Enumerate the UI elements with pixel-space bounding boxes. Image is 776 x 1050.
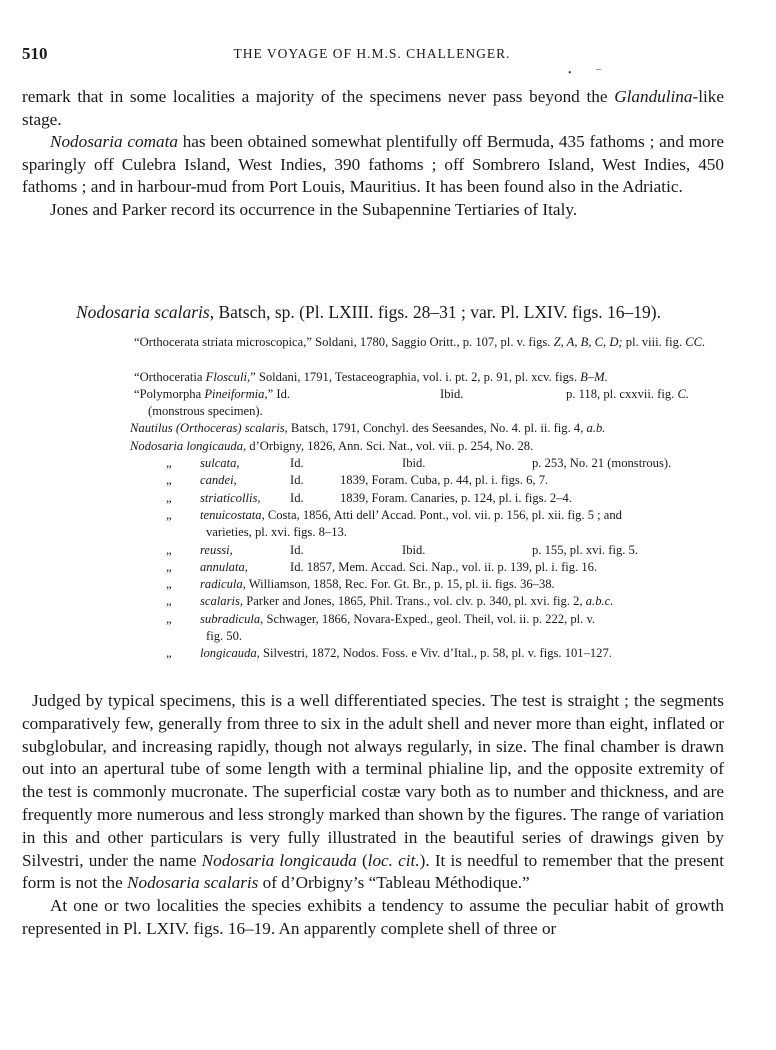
- paragraph: Jones and Parker record its occurrence in the Subapennine Tertiaries of Italy.: [50, 199, 578, 219]
- intro-text: [22, 86, 724, 222]
- synonym-entry: Nodosaria longicauda, d’Orbigny, 1826, Ann. Sci. Nat., vol. vii. p. 254, No. 28.: [130, 438, 534, 453]
- paragraph: remark that in some localities a majority of the specimens never pass beyond the Glandulina-like stage.: [22, 87, 724, 129]
- synonym-entry: “Orthoceratia Flosculi,” Soldani, 1791, Testaceographia, vol. i. pt. 2, p. 91, pl. xcv. figs. B–M.: [134, 369, 608, 384]
- print-speck: •: [568, 68, 572, 79]
- page-number: 510: [22, 44, 48, 63]
- synonym-entry: „ scalaris, Parker and Jones, 1865, Phil. Trans., vol. clv. p. 340, pl. xvi. fig. 2, a.b.c.: [166, 594, 614, 609]
- synonymy-list: [130, 334, 728, 663]
- paragraph: At one or two localities the species exhibits a tendency to assume the peculiar habit of growth represented in Pl. LXIV. figs. 16–19. An apparently complete shell of three or: [22, 896, 724, 938]
- print-speck: –: [596, 64, 601, 75]
- paragraph: Nodosaria comata has been obtained somewhat plentifully off Bermuda, 435 fathoms ; and more sparingly off Culebra Island, West Indies, 390 fathoms ; off Sombrero Island, West Indies, 450 fathoms ; and in harbour-mud from Port Louis, Mauritius. It has been found also in the Adriatic.: [22, 132, 725, 197]
- synonym-entry: „ striaticollis, Id. 1839, Foram. Canaries, p. 124, pl. i. figs. 2–4.: [166, 490, 572, 505]
- synonym-entry: “Orthocerata striata microscopica,” Soldani, 1780, Saggio Oritt., p. 107, pl. v. figs. Z, A, B, C, D; pl. viii. fig. CC.: [134, 335, 706, 349]
- running-header: [22, 44, 722, 68]
- species-name: Nodosaria scalaris: [76, 302, 210, 322]
- species-heading: Nodosaria scalaris, Batsch, sp. (Pl. LXIII. figs. 28–31 ; var. Pl. LXIV. figs. 16–19).: [76, 302, 661, 322]
- synonym-entry: „ candei, Id. 1839, Foram. Cuba, p. 44, pl. i. figs. 6, 7.: [166, 473, 549, 488]
- synonym-entry: „ reussi, Id. Ibid. p. 155, pl. xvi. fig. 5.: [166, 542, 638, 557]
- paragraph: Judged by typical specimens, this is a well differentiated species. The test is straight ; the segments comparatively few, generally from three to six in the adult shell and never more than eight, inflated or subglobular, and increasing rapidly, though not always regularly, in size. The final chamber is drawn out into an apertural tube of some length with a terminal phialine lip, and the opposite extremity of the test is commonly mucronate. The superficial costæ vary both as to number and thickness, and are frequently more numerous and less strongly marked than shown by the figures. The range of variation in this and other particulars is very fully illustrated in the beautiful series of drawings given by Silvestri, under the name Nodosaria longicauda (loc. cit.). It is needful to remember that the present form is not the Nodosaria scalaris of d’Orbigny’s “Tableau Méthodique.”: [22, 691, 724, 893]
- synonym-entry: „ sulcata, Id. Ibid. p. 253, No. 21 (monstrous).: [166, 456, 672, 471]
- running-title: THE VOYAGE OF H.M.S. CHALLENGER.: [233, 46, 511, 61]
- synonym-entry: „ longicauda, Silvestri, 1872, Nodos. Foss. e Viv. d’Ital., p. 58, pl. v. figs. 101–127.: [166, 646, 612, 661]
- synonym-entry: „ radicula, Williamson, 1858, Rec. For. Gt. Br., p. 15, pl. ii. figs. 36–38.: [166, 577, 555, 592]
- synonym-entry: “Polymorpha Pineiformia,” Id. Ibid. p. 118, pl. cxxvii. fig. C.: [134, 386, 690, 401]
- body-text: [22, 690, 724, 941]
- synonym-entry: „ tenuicostata, Costa, 1856, Atti dell’ Accad. Pont., vol. vii. p. 156, pl. xii. fig. 5 ; and varieties, pl. xvi. figs. 8–13.: [166, 507, 622, 540]
- synonym-entry: (monstrous specimen).: [148, 404, 263, 419]
- synonym-entry: Nautilus (Orthoceras) scalaris, Batsch, 1791, Conchyl. des Seesandes, No. 4. pl. ii. fig. 4, a.b.: [130, 421, 606, 436]
- synonym-entry: „ subradicula, Schwager, 1866, Novara-Exped., geol. Theil, vol. ii. p. 222, pl. v. fig. 50.: [166, 611, 596, 644]
- synonym-entry: „ annulata, Id. 1857, Mem. Accad. Sci. Nap., vol. ii. p. 139, pl. i. fig. 16.: [166, 559, 598, 574]
